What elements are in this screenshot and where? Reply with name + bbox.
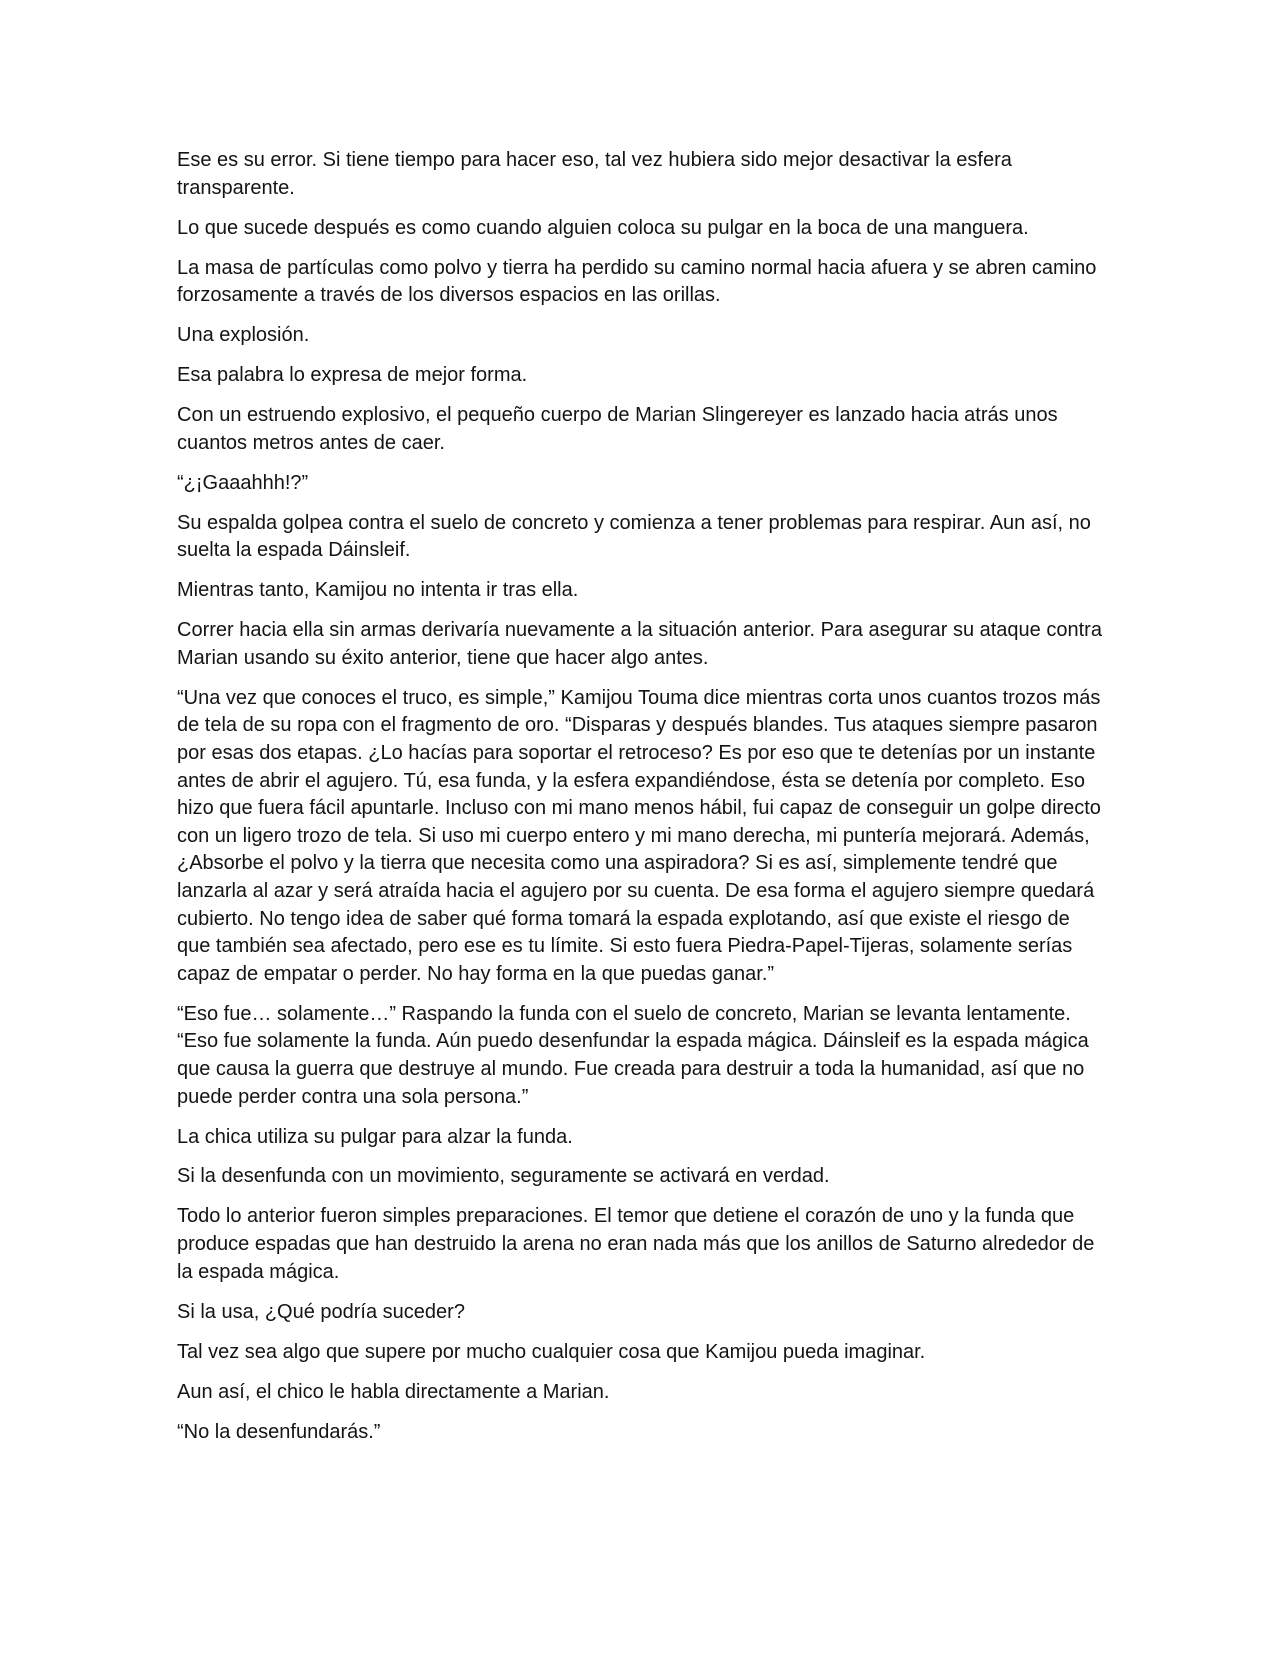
paragraph: Lo que sucede después es como cuando alguien coloca su pulgar en la boca de una manguera. (177, 216, 1029, 239)
paragraph: Ese es su error. Si tiene tiempo para hacer eso, tal vez hubiera sido mejor desactivar la esfera transparente. (177, 149, 1012, 199)
paragraph: La masa de partículas como polvo y tierra ha perdido su camino normal hacia afuera y se abren camino forzosamente a través de los diversos espacios en las orillas. (177, 256, 1097, 307)
paragraph: Con un estruendo explosivo, el pequeño cuerpo de Marian Slingereyer es lanzado hacia atrás unos cuantos metros antes de caer. (177, 404, 1058, 454)
dialogue-line: “No la desenfundarás.” (177, 1420, 381, 1443)
paragraph: Correr hacia ella sin armas derivaría nuevamente a la situación anterior. Para asegurar su ataque contra Marian usando su éxito anterior, tiene que hacer algo antes. (177, 619, 1102, 669)
paragraph: Todo lo anterior fueron simples preparaciones. El temor que detiene el corazón de uno y la funda que produce espadas que han destruido la arena no eran nada más que los anillos de Saturno alrededor de la espada mágica. (177, 1205, 1095, 1283)
dialogue-paragraph: “Eso fue… solamente…” Raspando la funda con el suelo de concreto, Marian se levanta lentamente. “Eso fue solamente la funda. Aún puedo desenfundar la espada mágica. Dáinsleif es la espada mágica que causa la guerra que destruye al mundo. Fue creada para destruir a toda la humanidad, así que no puede perder contra una sola persona.” (177, 1002, 1089, 1108)
paragraph: Si la usa, ¿Qué podría suceder? (177, 1300, 465, 1323)
paragraph: Una explosión. (177, 324, 310, 347)
paragraph: Si la desenfunda con un movimiento, seguramente se activará en verdad. (177, 1165, 830, 1188)
paragraph: La chica utiliza su pulgar para alzar la funda. (177, 1125, 573, 1148)
paragraph: Aun así, el chico le habla directamente a Marian. (177, 1380, 610, 1403)
document-page (177, 147, 1107, 1459)
paragraph: Su espalda golpea contra el suelo de concreto y comienza a tener problemas para respirar. Aun así, no suelta la espada Dáinsleif. (177, 511, 1091, 562)
paragraph: Mientras tanto, Kamijou no intenta ir tras ella. (177, 579, 579, 602)
dialogue-paragraph: “Una vez que conoces el truco, es simple,” Kamijou Touma dice mientras corta unos cuantos trozos más de tela de su ropa con el fragmento de oro. “Disparas y después blandes. Tus ataques siempre pasaron por esas dos etapas. ¿Lo hacías para soportar el retroceso? Es por eso que te detenías por un instante antes de abrir el agujero. Tú, esa funda, y la esfera expandiéndose, ésta se detenía por completo. Eso hizo que fuera fácil apuntarle. Incluso con mi mano menos hábil, fui capaz de conseguir un golpe directo con un ligero trozo de tela. Si uso mi cuerpo entero y mi mano derecha, mi puntería mejorará. Además, ¿Absorbe el polvo y la tierra que necesita como una aspiradora? Si es así, simplemente tendré que lanzarla al azar y será atraída hacia el agujero por su cuenta. De esa forma el agujero siempre quedará cubierto. No tengo idea de saber qué forma tomará la espada explotando, así que existe el riesgo de que también sea afectado, pero ese es tu límite. Si esto fuera Piedra-Papel-Tijeras, solamente serías capaz de empatar o perder. No hay forma en la que puedas ganar.” (177, 686, 1101, 985)
paragraph: Tal vez sea algo que supere por mucho cualquier cosa que Kamijou pueda imaginar. (177, 1340, 926, 1363)
dialogue-line: “¿¡Gaaahhh!?” (177, 471, 309, 494)
paragraph: Esa palabra lo expresa de mejor forma. (177, 364, 528, 387)
